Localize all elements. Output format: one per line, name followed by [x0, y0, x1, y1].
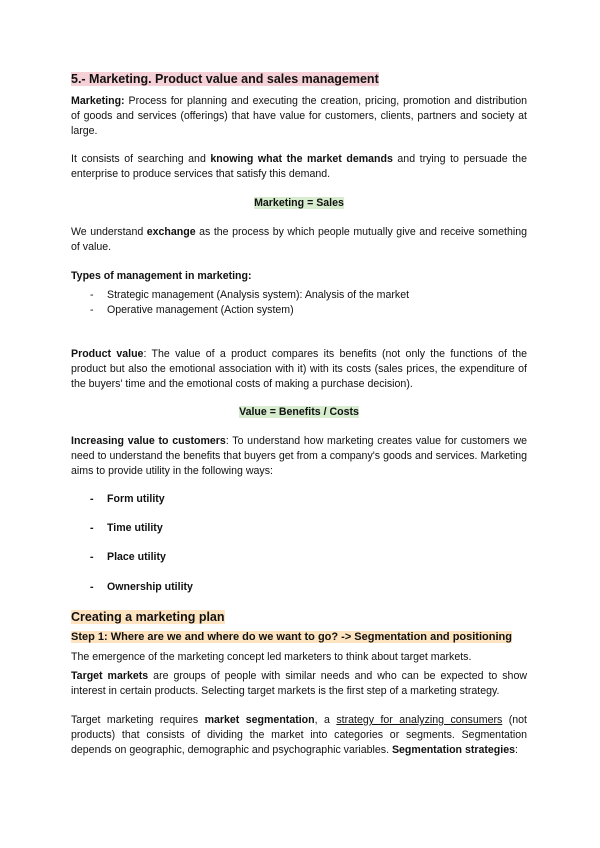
segmentation-bold: market segmentation [204, 714, 315, 726]
demands-post: and trying to persuade the enterprise to produce services that satisfy this demand. [71, 153, 527, 180]
product-value-text: : The value of a product compares its benefits (not only the functions of the product but also the emotional association with it) with its costs (sales prices, the expenditure of the buyers' time and the emotional costs of making a purchase decision). [71, 348, 527, 390]
product-value-term: Product value [71, 348, 144, 360]
list-item: - Operative management (Action system) [71, 303, 527, 318]
exchange-paragraph [71, 225, 527, 255]
segmentation-mid: , a [314, 714, 337, 726]
utility-item-time [71, 521, 527, 536]
list-item: - Place utility [71, 550, 527, 565]
product-value-paragraph [71, 347, 527, 392]
step1-heading-text: Step 1: Where are we and where do we want to go? -> Segmentation and positioning [71, 631, 512, 643]
target-markets-paragraph [71, 669, 527, 699]
increasing-term: Increasing value to customers [71, 435, 226, 447]
exchange-post: as the process by which people mutually give and receive something of value. [71, 226, 527, 253]
formula-marketing-sales [71, 196, 527, 211]
types-heading: Types of management in marketing: [71, 270, 252, 282]
formula-value [71, 405, 527, 420]
segmentation-underline: strategy for analyzing consumers [336, 714, 503, 726]
utility-item-place [71, 550, 527, 565]
marketing-definition [71, 94, 527, 139]
demands-bold: knowing what the market demands [210, 153, 393, 165]
target-markets-term: Target markets [71, 670, 149, 682]
plan-title [71, 610, 527, 625]
segmentation-pre: Target marketing requires [71, 714, 205, 726]
segmentation-end: : [515, 744, 518, 756]
list-item: - Ownership utility [71, 580, 527, 595]
utility-item-ownership [71, 580, 527, 595]
segmentation-paragraph [71, 713, 527, 758]
formula-marketing-sales-text: Marketing = Sales [254, 197, 344, 209]
exchange-bold: exchange [146, 226, 196, 238]
step1-heading [71, 630, 527, 645]
increasing-value-paragraph [71, 434, 527, 479]
section-title-text: 5.- Marketing. Product value and sales management [71, 72, 379, 86]
list-item: - Time utility [71, 521, 527, 536]
list-item: - Strategic management (Analysis system): Analysis of the market [71, 288, 527, 303]
types-list [71, 288, 527, 318]
target-markets-text: are groups of people with similar needs and who can be expected to show interest in certain products. Selecting target markets is the first step of a marketing strategy. [71, 670, 527, 697]
plan-title-text: Creating a marketing plan [71, 610, 225, 624]
demands-pre: It consists of searching and [71, 153, 211, 165]
market-demands-paragraph [71, 152, 527, 182]
formula-value-text: Value = Benefits / Costs [239, 406, 359, 418]
section-title [71, 72, 527, 87]
increasing-text: : To understand how marketing creates value for customers we need to understand the benefits that buyers get from a company's goods and services. Marketing aims to provide utility in the following ways: [71, 435, 527, 477]
emergence-paragraph: The emergence of the marketing concept led marketers to think about target markets. [71, 651, 472, 663]
marketing-term: Marketing: [71, 95, 125, 107]
segmentation-post: (not products) that consists of dividing the market into categories or segments. Segmentation depends on geographic, demographic and psychographic variables. [71, 714, 527, 756]
segmentation-strategies-term: Segmentation strategies [391, 744, 516, 756]
utility-item-form [71, 492, 527, 507]
marketing-definition-text: Process for planning and executing the creation, pricing, promotion and distribution of goods and services (offerings) that have value for customers, clients, partners and society at large. [71, 95, 527, 137]
list-item: - Form utility [71, 492, 527, 507]
exchange-pre: We understand [71, 226, 147, 238]
